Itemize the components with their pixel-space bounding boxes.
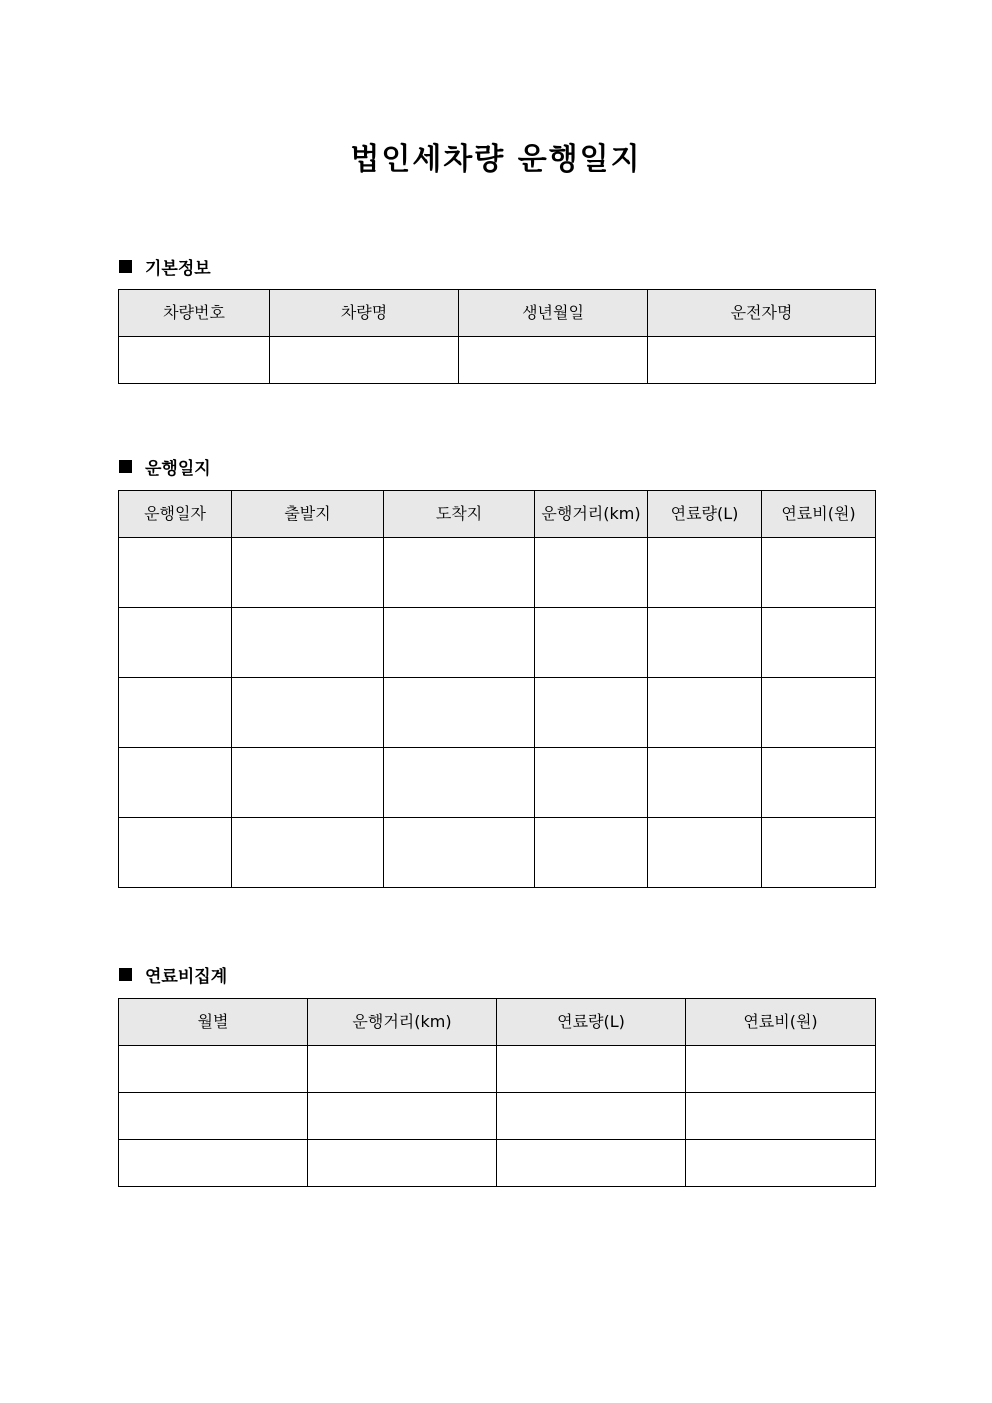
header-cell: 운행거리(km) — [308, 999, 497, 1046]
table-cell[interactable] — [648, 818, 762, 888]
table-header-row — [119, 290, 876, 337]
table-cell[interactable] — [384, 538, 535, 608]
table-cell[interactable] — [232, 608, 384, 678]
table-cell[interactable] — [232, 678, 384, 748]
table-row — [119, 818, 876, 888]
header-cell: 운행일자 — [119, 491, 232, 538]
driving-log-table — [118, 490, 876, 888]
table-cell[interactable] — [119, 1046, 308, 1093]
header-cell: 월별 — [119, 999, 308, 1046]
table-cell[interactable] — [762, 608, 876, 678]
table-cell[interactable] — [648, 608, 762, 678]
fuel-summary-table — [118, 998, 876, 1187]
table-cell[interactable] — [232, 538, 384, 608]
table-row — [119, 608, 876, 678]
header-cell: 연료량(L) — [648, 491, 762, 538]
table-header-row — [119, 999, 876, 1046]
table-row — [119, 748, 876, 818]
table-cell[interactable] — [119, 1140, 308, 1187]
table-cell[interactable] — [497, 1046, 686, 1093]
header-cell: 도착지 — [384, 491, 535, 538]
table-cell[interactable] — [535, 608, 648, 678]
table-cell[interactable] — [762, 678, 876, 748]
table-cell[interactable] — [232, 748, 384, 818]
table-cell[interactable] — [686, 1046, 876, 1093]
table-cell[interactable] — [762, 818, 876, 888]
table-cell[interactable] — [497, 1093, 686, 1140]
basic-info-table — [118, 289, 876, 384]
black-square-icon — [119, 460, 132, 473]
table-cell[interactable] — [384, 818, 535, 888]
table-cell[interactable] — [686, 1140, 876, 1187]
table-cell[interactable] — [308, 1093, 497, 1140]
table-cell[interactable] — [535, 678, 648, 748]
table-cell[interactable] — [119, 337, 270, 384]
table-cell[interactable] — [119, 608, 232, 678]
header-cell: 연료량(L) — [497, 999, 686, 1046]
header-cell: 출발지 — [232, 491, 384, 538]
table-row — [119, 1046, 876, 1093]
table-cell[interactable] — [232, 818, 384, 888]
table-cell[interactable] — [384, 678, 535, 748]
table-cell[interactable] — [762, 538, 876, 608]
section-heading-log — [119, 454, 211, 479]
table-row — [119, 337, 876, 384]
table-cell[interactable] — [497, 1140, 686, 1187]
table-cell[interactable] — [535, 748, 648, 818]
table-cell[interactable] — [535, 538, 648, 608]
header-cell: 연료비(원) — [686, 999, 876, 1046]
table-cell[interactable] — [648, 337, 876, 384]
section-heading-label: 운행일지 — [145, 459, 211, 479]
table-row — [119, 538, 876, 608]
table-cell[interactable] — [648, 748, 762, 818]
table-cell[interactable] — [119, 748, 232, 818]
table-row — [119, 1093, 876, 1140]
section-heading-fuel — [119, 962, 227, 987]
table-cell[interactable] — [119, 1093, 308, 1140]
table-row — [119, 1140, 876, 1187]
black-square-icon — [119, 260, 132, 273]
header-cell: 차량번호 — [119, 290, 270, 337]
table-cell[interactable] — [648, 538, 762, 608]
section-heading-basic — [119, 254, 211, 279]
header-cell: 차량명 — [270, 290, 459, 337]
header-cell: 생년월일 — [459, 290, 648, 337]
section-heading-label: 연료비집계 — [145, 967, 228, 987]
table-cell[interactable] — [384, 608, 535, 678]
table-cell[interactable] — [648, 678, 762, 748]
header-cell: 연료비(원) — [762, 491, 876, 538]
table-cell[interactable] — [308, 1046, 497, 1093]
table-header-row — [119, 491, 876, 538]
header-cell: 운행거리(km) — [535, 491, 648, 538]
table-cell[interactable] — [119, 538, 232, 608]
header-cell: 운전자명 — [648, 290, 876, 337]
table-cell[interactable] — [535, 818, 648, 888]
table-cell[interactable] — [459, 337, 648, 384]
table-cell[interactable] — [119, 678, 232, 748]
table-cell[interactable] — [308, 1140, 497, 1187]
table-cell[interactable] — [762, 748, 876, 818]
table-cell[interactable] — [384, 748, 535, 818]
table-cell[interactable] — [119, 818, 232, 888]
section-heading-label: 기본정보 — [145, 259, 211, 279]
black-square-icon — [119, 968, 132, 981]
page-title: 법인세차량 운행일지 — [350, 142, 642, 177]
table-cell[interactable] — [270, 337, 459, 384]
table-row — [119, 678, 876, 748]
table-cell[interactable] — [686, 1093, 876, 1140]
